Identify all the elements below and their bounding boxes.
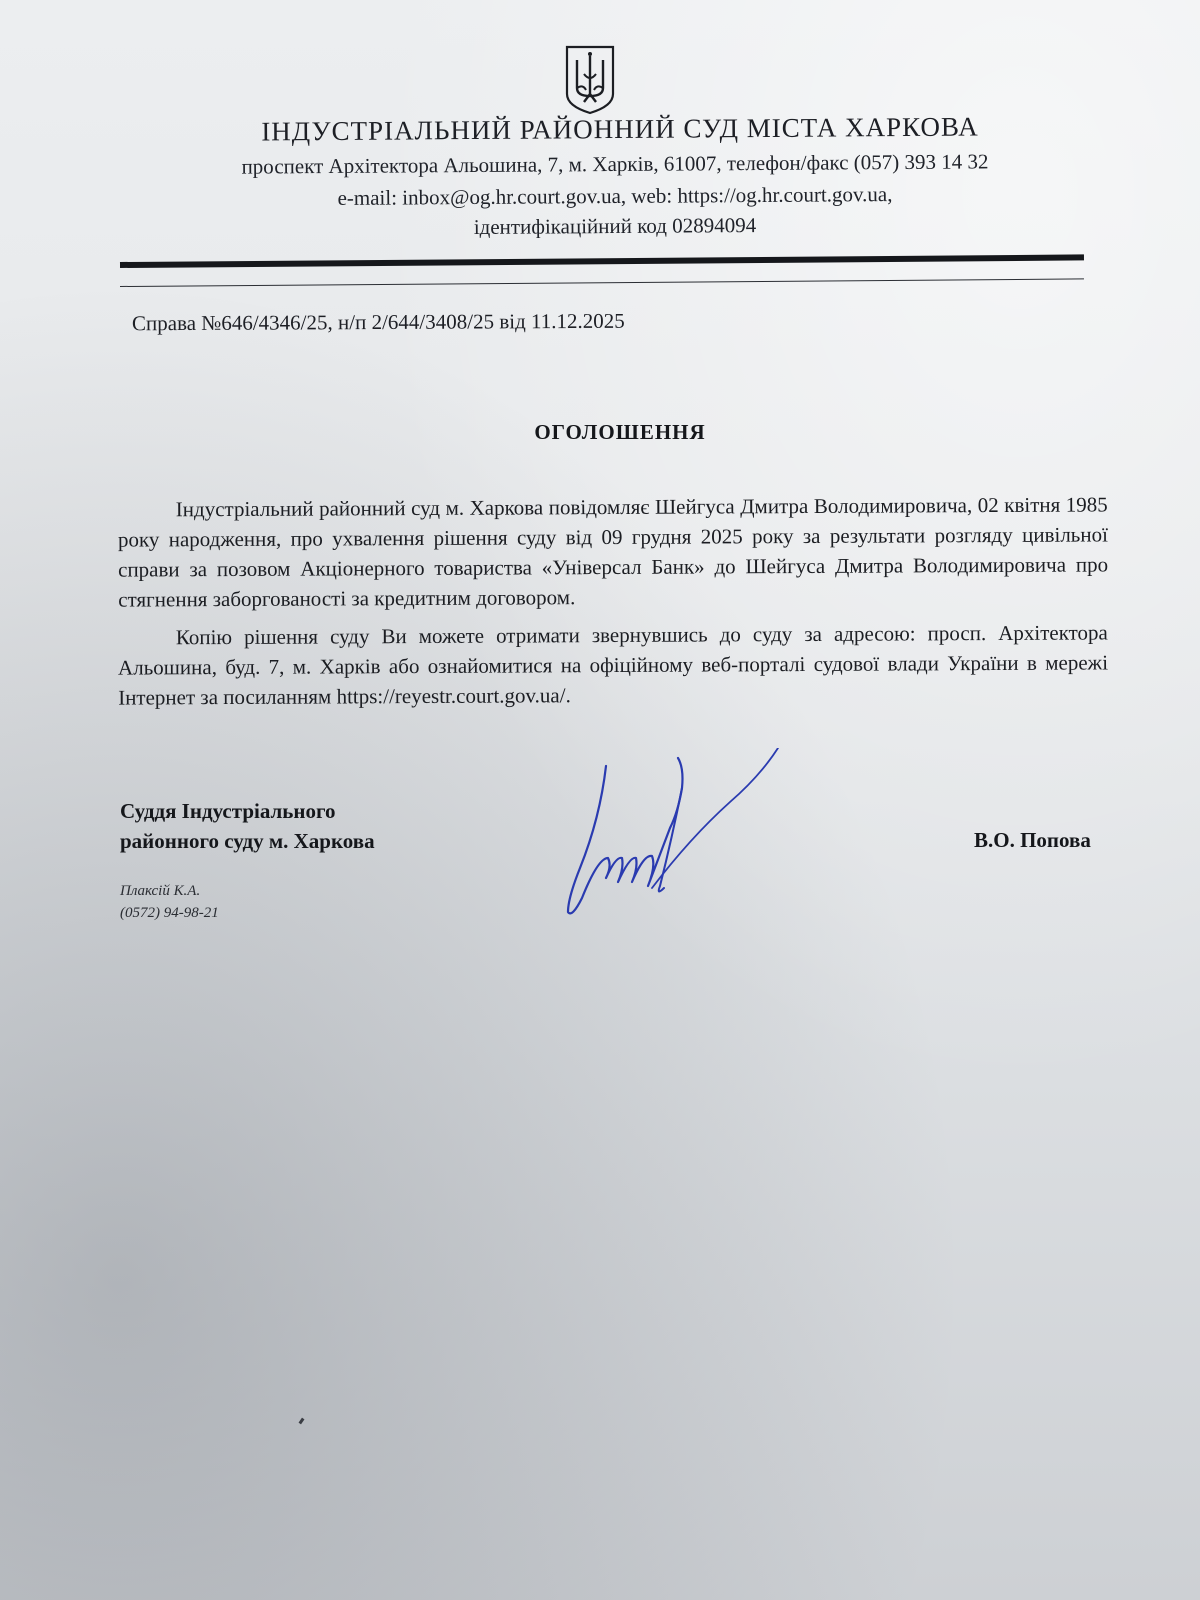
document-title: ОГОЛОШЕННЯ [534, 420, 706, 444]
coat-of-arms-icon [564, 44, 616, 116]
court-name: ІНДУСТРІАЛЬНИЙ РАЙОННИЙ СУД МІСТА ХАРКОВА [261, 111, 979, 147]
court-address: проспект Архітектора Альошина, 7, м. Харків, 61007, телефон/факс (057) 393 14 32 [241, 149, 989, 179]
signer-title-line-2: районного суду м. Харкова [120, 829, 375, 853]
body-paragraph-2: Копію рішення суду Ви можете отримати звернувшись до суду за адресою: просп. Архітектора Альошина, буд. 7, м. Харків або ознайомитися на офіційному веб-порталі судової влади України в мережі Інтернет за посиланням https://reyestr.court.gov.ua/. [117, 620, 1109, 710]
executor-name: Плаксій К.А. [120, 883, 201, 899]
signer-title [120, 796, 375, 856]
executor-info [120, 880, 219, 924]
signer-title-line-1: Суддя Індустріального [120, 799, 336, 823]
paper-speck [299, 1418, 305, 1425]
case-reference: Справа №646/4346/25, н/п 2/644/3408/25 від 11.12.2025 [131, 308, 625, 336]
signer-name: В.О. Попова [974, 828, 1091, 852]
court-id-code: ідентифікаційний код 02894094 [473, 213, 757, 239]
body-paragraph-1: Індустріальний районний суд м. Харкова повідомляє Шейгуса Дмитра Володимировича, 02 квітня 1985 року народження, про ухвалення рішення суду від 09 грудня 2025 року за результати розгляду цивільної справи за позовом Акціонерного товариства «Універсал Банк» до Шейгуса Дмитра Володимировича про стягнення заборгованості за кредитним договором. [117, 492, 1109, 612]
header-divider-thick [120, 254, 1084, 268]
header-divider-thin [120, 278, 1084, 287]
executor-phone: (0572) 94-98-21 [120, 905, 219, 921]
handwritten-signature [560, 748, 800, 938]
court-email-web: e-mail: inbox@og.hr.court.gov.ua, web: https://og.hr.court.gov.ua, [337, 182, 893, 210]
